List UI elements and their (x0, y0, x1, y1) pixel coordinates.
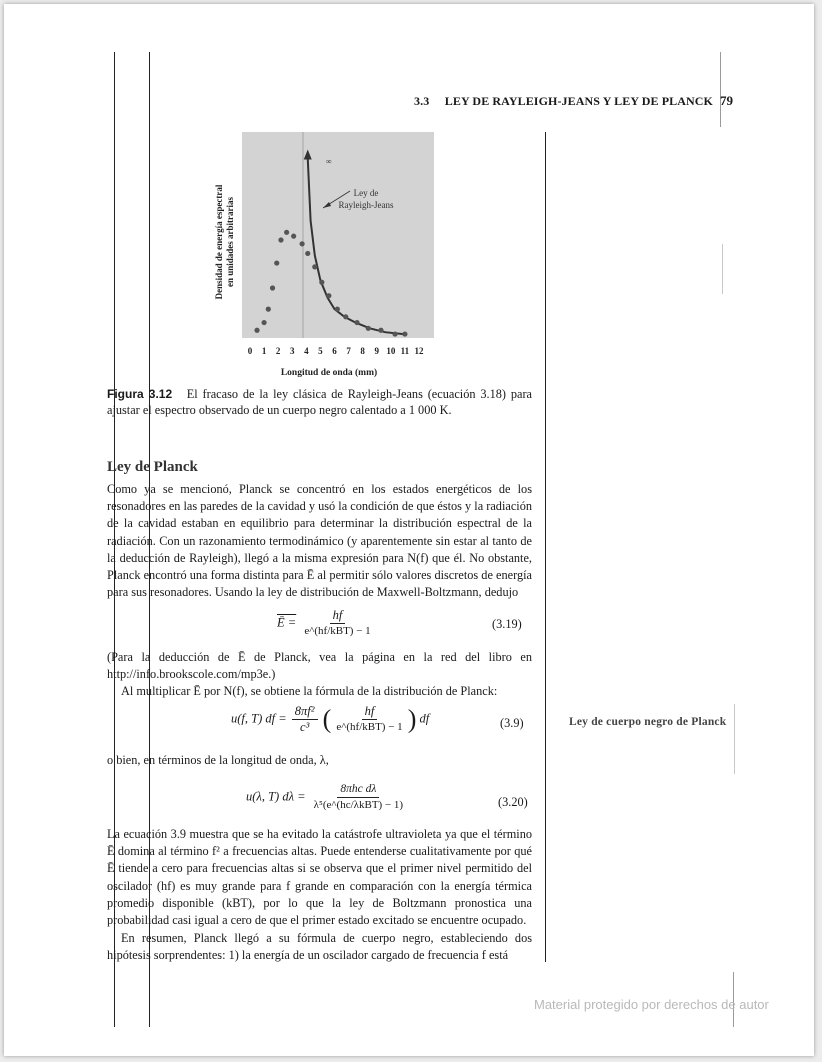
eq-39-rhs: df (419, 711, 430, 726)
eq-39-lhs: u(f, T) df = (231, 711, 287, 726)
paragraph-6-text: En resumen, Planck llegó a su fórmula de cuerpo negro, estableciendo dos hipótesis sorprendentes: 1) la energía de un oscilador cargado de frecuencia f está (107, 931, 532, 963)
paragraph-6 (107, 930, 532, 964)
paragraph-4-text: o bien, en términos de la longitud de onda, λ, (107, 753, 329, 767)
equation-3-20 (246, 782, 408, 813)
watermark: Material protegido por derechos de autor (534, 997, 769, 1012)
x-tick-label: 7 (346, 346, 351, 356)
observed-point (305, 251, 310, 256)
figure-label: Figura 3.12 (107, 387, 173, 401)
scan-line-middle (545, 132, 546, 962)
x-tick-label: 3 (290, 346, 295, 356)
x-tick-label: 10 (386, 346, 396, 356)
equation-3-19 (277, 608, 376, 639)
observed-point (291, 234, 296, 239)
observed-point (366, 326, 371, 331)
eq-319-number: (3.19) (492, 617, 522, 631)
page-number: 79 (720, 93, 733, 108)
eq-39-fraction-2 (333, 704, 405, 735)
eq-39-den1: c³ (300, 720, 310, 734)
observed-point (392, 331, 397, 336)
observed-point (274, 260, 279, 265)
x-tick-label: 5 (318, 346, 323, 356)
figure-chart (204, 124, 444, 394)
eq-319-den: e^(hf/kBT) − 1 (304, 625, 371, 637)
eq-39-number: (3.9) (500, 716, 524, 730)
eq-320-lhs: u(λ, T) dλ = (246, 789, 306, 804)
x-tick-label: 12 (414, 346, 424, 356)
paragraph-3-text: Al multiplicar Ē por N(f), se obtiene la fórmula de la distribución de Planck: (121, 684, 498, 698)
running-head: 3.3 LEY DE RAYLEIGH-JEANS Y LEY DE PLANCK (414, 94, 713, 108)
paragraph-1 (107, 481, 532, 601)
annotation-line2: Rayleigh-Jeans (338, 200, 394, 210)
scan-line-right-3 (734, 704, 735, 774)
eq-39-num1: 8πf² (292, 704, 318, 720)
observed-point (319, 280, 324, 285)
x-tick-label: 6 (332, 346, 337, 356)
observed-point (378, 328, 383, 333)
eq-39-num2: hf (362, 704, 378, 720)
observed-point (261, 320, 266, 325)
x-tick-label: 9 (374, 346, 379, 356)
eq-320-num: 8πhc dλ (337, 782, 379, 798)
eq-39-fraction-1 (292, 704, 318, 735)
y-axis-label (214, 184, 235, 299)
eq-319-num: hf (330, 608, 346, 624)
observed-point (278, 237, 283, 242)
observed-point (326, 293, 331, 298)
eq-319-fraction (301, 608, 373, 639)
eq-320-number: (3.20) (498, 795, 528, 809)
paragraph-5 (107, 826, 532, 929)
paragraph-3 (107, 683, 532, 700)
margin-note: Ley de cuerpo negro de Planck (569, 716, 727, 728)
paragraph-5-text: La ecuación 3.9 muestra que se ha evitado la catástrofe ultravioleta ya que el término Ē domina al término f² a frecuencias altas. Puede entenderse cualitativamente por qué Ē tiende a cero para frecuencias altas si se observa que el primer nivel permitido del oscilador (hf) es muy grande para f grande en comparación con la energía térmica promedio disponible (kBT), por lo que la ley de Boltzmann pronostica una probabilidad casi igual a cero de que el primer estado excitado se encuentre ocupado. (107, 827, 532, 928)
eq-39-den2: e^(hf/kBT) − 1 (336, 721, 403, 733)
observed-point (300, 241, 305, 246)
observed-point (335, 307, 340, 312)
observed-point (254, 328, 259, 333)
x-tick-label: 1 (261, 346, 267, 356)
x-tick-label: 8 (360, 346, 365, 356)
paragraph-2 (107, 649, 532, 683)
scan-line-right-2 (722, 244, 723, 294)
figure-caption-text: El fracaso de la ley clásica de Rayleigh-Jeans (ecuación 3.18) para ajustar el espectro observado de un cuerpo negro calentado a 1 000 K. (107, 387, 532, 417)
paragraph-4 (107, 752, 532, 769)
x-axis-label: Longitud de onda (mm) (280, 368, 378, 378)
y-axis-label-line1: Densidad de energía espectral (214, 184, 224, 300)
observed-point (354, 320, 359, 325)
x-tick-label: 0 (247, 346, 253, 356)
observed-point (284, 230, 289, 235)
paragraph-1-text: Como ya se mencionó, Planck se concentró en los estados energéticos de los resonadores en las paredes de la cavidad y usó la condición de que éstos y la radiación de la cavidad estaban en equilibrio para determinar la distribución espectral de la radiación. Con un razonamiento termodinámico (y aparentemente sin estar al tanto de la deducción de Rayleigh), llegó a la misma expresión para N(f) que él. No obstante, Planck encontró una forma distinta para Ē al permitir sólo valores discretos de energía para sus resonadores. Usando la ley de distribución de Maxwell-Boltzmann, dedujo (107, 482, 532, 600)
eq-320-fraction (311, 782, 406, 813)
infinity-label: ∞ (326, 157, 332, 166)
observed-point (312, 264, 317, 269)
equation-3-9: u(f, T) df = $\frac{\text{8πf²}}{\text{c³}}$ ( $\frac{hf}{\text{e\textasciicircum{}(hf/kBT) − 1}}$ ) df (231, 704, 430, 734)
observed-point (402, 331, 407, 336)
paragraph-2-text: (Para la deducción de Ē de Planck, vea la página en la red del libro en http://info.brookscole.com/mp3e.) (107, 650, 532, 682)
observed-point (270, 285, 275, 290)
x-ticks (248, 346, 424, 356)
y-axis-label-line2: en unidades arbitrarias (225, 196, 235, 288)
scan-line-right-1 (720, 52, 721, 127)
x-tick-label: 2 (275, 346, 281, 356)
figure-caption (107, 386, 532, 418)
observed-point (266, 307, 271, 312)
annotation-line1: Ley de (353, 188, 379, 198)
observed-point (343, 314, 348, 319)
section-title: Ley de Planck (107, 459, 198, 475)
x-tick-label: 11 (400, 346, 410, 356)
book-page (4, 4, 814, 1056)
eq-320-den: λ⁵(e^(hc/λkBT) − 1) (313, 799, 404, 811)
x-tick-label: 4 (304, 346, 309, 356)
eq-319-lhs: Ē = (277, 615, 297, 630)
